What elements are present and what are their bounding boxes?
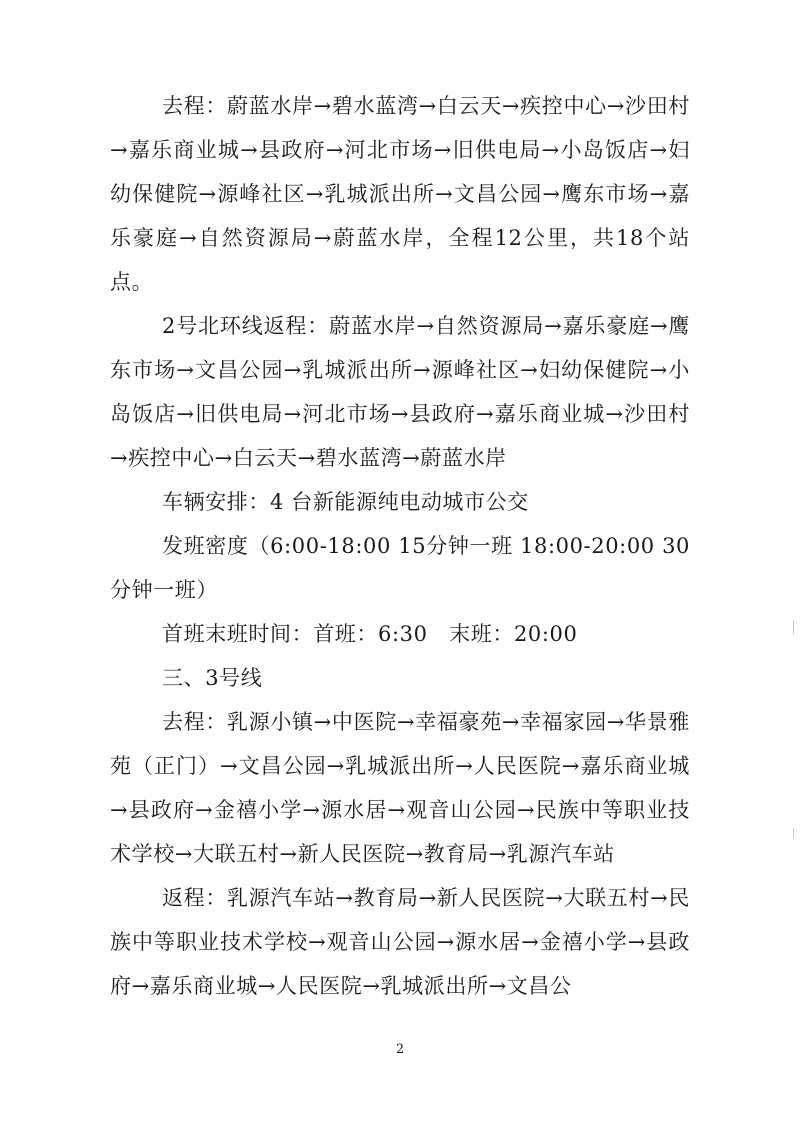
paragraph-route-3-return: 返程：乳源汽车站→教育局→新人民医院→大联五村→民族中等职业技术学校→观音山公园→源水居→金禧小学→县政府→嘉乐商业城→人民医院→乳城派出所→文昌公 [110, 886, 690, 998]
section-heading-route-3: 三、3号线 [162, 666, 263, 690]
paragraph-route-2-outbound: 去程：蔚蓝水岸→碧水蓝湾→白云天→疾控中心→沙田村→嘉乐商业城→县政府→河北市场→旧供电局→小岛饭店→妇幼保健院→源峰社区→乳城派出所→文昌公园→鹰东市场→嘉乐豪庭→自然资源局→蔚蓝水岸，全程12公里，共18个站点。 [110, 94, 690, 294]
paragraph-route-2-return: 2号北环线返程：蔚蓝水岸→自然资源局→嘉乐豪庭→鹰东市场→文昌公园→乳城派出所→源峰社区→妇幼保健院→小岛饭店→旧供电局→河北市场→县政府→嘉乐商业城→沙田村→疾控中心→白云天→碧水蓝湾→蔚蓝水岸 [110, 314, 690, 470]
page-number: 2 [395, 1042, 405, 1057]
paragraph-route-3-outbound: 去程：乳源小镇→中医院→幸福豪苑→幸福家园→华景雅苑（正门）→文昌公园→乳城派出所→人民医院→嘉乐商业城→县政府→金禧小学→源水居→观音山公园→民族中等职业技术学校→大联五村→新人民医院→教育局→乳源汽车站 [110, 710, 690, 866]
paragraph-first-last-bus: 首班末班时间：首班：6:30 末班：20:00 [162, 622, 578, 646]
scan-edge-mark [793, 828, 794, 838]
paragraph-vehicle-arrangement: 车辆安排：4 台新能源纯电动城市公交 [162, 490, 529, 514]
body-text [110, 84, 690, 1008]
scan-edge-mark [793, 620, 794, 634]
paragraph-departure-frequency: 发班密度（6:00-18:00 15分钟一班 18:00-20:00 30分钟一班） [110, 534, 690, 602]
